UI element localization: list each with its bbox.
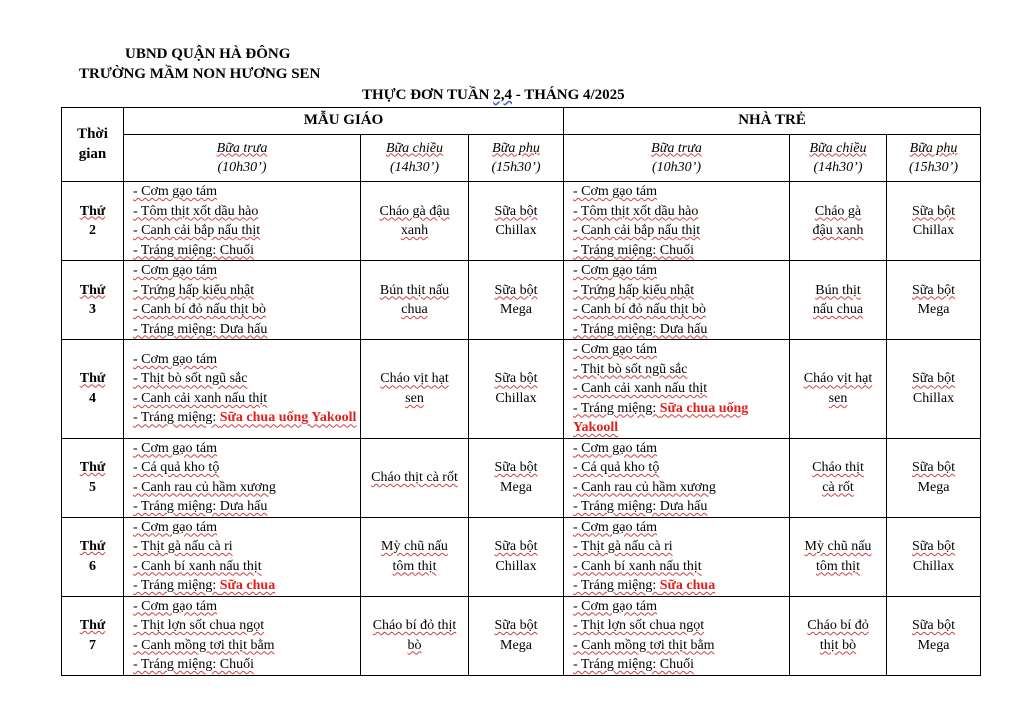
dish-text: - Cá quả kho tộ [573, 460, 660, 475]
day-cell [62, 182, 124, 261]
dish-line [133, 389, 360, 409]
dish-text: - Tôm thịt xốt dầu hào [573, 203, 699, 219]
dish-text: - Cơm gạo tám [573, 342, 657, 357]
day-row [62, 438, 981, 517]
weekly-menu-table [61, 107, 981, 676]
afternoon-dish-line-1: Cháo vịt hạt [803, 371, 873, 387]
snack-brand: Chillax [495, 558, 537, 574]
title-prefix: THỰC ĐƠN TUẦN [362, 87, 494, 103]
day-label: Thứ [79, 539, 106, 554]
highlighted-dessert: Sữa chua [659, 578, 716, 593]
kindergarten-afternoon [361, 182, 469, 261]
snack-brand: Chillax [912, 558, 955, 574]
dish-text: - Canh rau củ hầm xương [133, 479, 276, 495]
nursery-afternoon [790, 517, 887, 596]
day-number: 2 [89, 223, 96, 238]
kindergarten-afternoon [361, 261, 469, 340]
day-row [62, 261, 981, 340]
day-cell [62, 438, 124, 517]
meal-header-afternoon [790, 135, 887, 182]
dish-text: - Tráng miệng: Dưa hấu [133, 499, 268, 514]
dish-line [573, 439, 789, 459]
snack-type: Sữa bột [494, 618, 538, 633]
day-cell [62, 517, 124, 596]
afternoon-dish-line-1: Cháo bí đỏ [807, 618, 869, 633]
snack-brand: Mega [917, 302, 950, 317]
dish-text: - Thịt bò sốt ngũ sắc [133, 371, 248, 387]
snack-brand: Mega [500, 302, 532, 317]
day-label: Thứ [79, 618, 106, 633]
dish-text: - Tráng miệng: Dưa hấu [573, 499, 708, 514]
afternoon-dish-line-1: Mỳ chũ nấu [804, 539, 872, 554]
dish-text: - Tráng miệng: Dưa hấu [133, 321, 268, 337]
snack-brand: Mega [917, 479, 950, 495]
dish-line [133, 557, 360, 577]
dish-line [573, 655, 789, 675]
day-number: 6 [89, 558, 96, 574]
district-name: UBND QUẬN HÀ ĐÔNG [125, 46, 291, 62]
nursery-afternoon [790, 438, 887, 517]
day-number: 5 [89, 479, 96, 495]
dish-line [133, 202, 360, 222]
day-number: 4 [89, 390, 96, 406]
nursery-lunch [564, 261, 790, 340]
dish-line [133, 281, 360, 301]
snack-type: Sữa bột [912, 618, 955, 633]
afternoon-dish-line-2: nấu chua [812, 302, 864, 317]
dish-text: - Canh bí đỏ nấu thịt bò [573, 302, 706, 317]
dish-text: - Canh bí xanh nấu thịt [573, 558, 702, 574]
dish-text: - Tráng miệng: [133, 410, 220, 426]
dish-line [573, 320, 789, 340]
nursery-lunch [564, 438, 790, 517]
dish-line [133, 369, 360, 389]
day-label: Thứ [79, 203, 106, 219]
snack-type: Sữa bột [912, 539, 955, 554]
afternoon-dish: Cháo gà đậu xanh [379, 203, 450, 238]
dish-line [133, 320, 360, 340]
dish-line [133, 300, 360, 320]
kindergarten-afternoon [361, 517, 469, 596]
dish-line [133, 616, 360, 636]
dish-text: - Tráng miệng: Chuối [133, 657, 254, 672]
dish-line [573, 379, 789, 399]
afternoon-dish: Cháo bí đỏ thịt bò [372, 618, 457, 653]
dish-text: - Cơm gạo tám [133, 263, 217, 278]
dish-line [573, 261, 789, 281]
day-row [62, 517, 981, 596]
meal-name: Bữa phụ [492, 140, 540, 156]
section-header-nursery: NHÀ TRẺ [564, 108, 981, 135]
dish-text: - Thịt bò sốt ngũ sắc [573, 361, 688, 377]
dish-line [573, 360, 789, 380]
dish-text: - Trứng hấp kiểu nhật [133, 282, 255, 298]
day-row [62, 596, 981, 675]
dish-line [133, 408, 360, 428]
snack-type: Sữa bột [494, 203, 538, 219]
dish-text: - Cơm gạo tám [133, 519, 217, 535]
snack-brand: Mega [917, 637, 950, 653]
nursery-afternoon [790, 261, 887, 340]
dish-text: - Cơm gạo tám [133, 184, 217, 199]
kindergarten-afternoon [361, 340, 469, 439]
dish-line [573, 340, 789, 360]
kindergarten-lunch [124, 340, 361, 439]
kindergarten-snack [469, 438, 564, 517]
day-label: Thứ [79, 371, 106, 387]
menu-body [62, 182, 981, 676]
highlighted-dessert: Sữa chua [219, 578, 276, 593]
dish-line [573, 518, 789, 538]
dish-text: - Tráng miệng: [573, 400, 660, 416]
day-row [62, 182, 981, 261]
snack-type: Sữa bột [912, 460, 955, 475]
nursery-snack [887, 438, 981, 517]
afternoon-dish-line-1: Bún thịt [815, 282, 861, 298]
dish-line [573, 241, 789, 261]
day-number: 7 [89, 637, 96, 653]
dish-line [133, 597, 360, 617]
dish-text: - Thịt lợn sốt chua ngọt [573, 618, 705, 633]
afternoon-dish-line-2: sen [828, 390, 848, 406]
day-row [62, 340, 981, 439]
nursery-snack [887, 182, 981, 261]
dish-line [573, 281, 789, 301]
afternoon-dish: Cháo thịt cà rốt [371, 469, 458, 485]
afternoon-dish-line-2: cà rốt [822, 479, 854, 495]
nursery-snack [887, 596, 981, 675]
dish-text: - Canh rau củ hầm xương [573, 479, 716, 495]
kindergarten-snack [469, 517, 564, 596]
kindergarten-lunch [124, 596, 361, 675]
dish-line [133, 576, 360, 596]
nursery-snack [887, 340, 981, 439]
title-weeks: 2,4 [493, 87, 513, 103]
dish-line [573, 557, 789, 577]
snack-type: Sữa bột [494, 371, 538, 387]
kindergarten-lunch [124, 438, 361, 517]
afternoon-dish: Bún thịt nấu chua [379, 282, 450, 317]
dish-line [573, 636, 789, 656]
dish-text: - Canh bí xanh nấu thịt [133, 558, 262, 574]
highlighted-dessert: Sữa chua uống Yakooll [219, 410, 357, 426]
meal-time: (10h30’) [217, 160, 267, 175]
kindergarten-snack [469, 182, 564, 261]
dish-line [133, 478, 360, 498]
snack-brand: Mega [500, 479, 532, 495]
time-column-header: Thời gian [62, 108, 124, 182]
dish-line [573, 399, 789, 438]
dish-line [573, 497, 789, 517]
dish-line [573, 458, 789, 478]
afternoon-dish-line-2: thịt bò [819, 637, 857, 653]
snack-brand: Chillax [495, 390, 537, 406]
dish-text: - Trứng hấp kiểu nhật [573, 282, 695, 298]
dish-line [133, 636, 360, 656]
dish-text: - Cơm gạo tám [133, 598, 217, 614]
afternoon-dish-line-1: Cháo gà [814, 203, 862, 219]
meal-name: Bữa trưa [216, 140, 268, 156]
day-cell [62, 340, 124, 439]
dish-line [573, 182, 789, 202]
dish-text: - Tráng miệng: Chuối [573, 242, 694, 258]
meal-name: Bữa trưa [651, 140, 702, 156]
day-cell [62, 261, 124, 340]
kindergarten-lunch [124, 261, 361, 340]
day-number: 3 [89, 302, 96, 317]
dish-line [133, 221, 360, 241]
kindergarten-snack [469, 340, 564, 439]
dish-text: - Tráng miệng: Chuối [133, 242, 254, 258]
dish-text: - Canh cải xanh nấu thịt [133, 390, 268, 406]
dish-text: - Tráng miệng: [133, 578, 220, 593]
dish-text: - Thịt gà nấu cà ri [133, 539, 233, 554]
meal-header-lunch [564, 135, 790, 182]
dish-line [573, 616, 789, 636]
meal-header-snack [887, 135, 981, 182]
nursery-afternoon [790, 340, 887, 439]
snack-type: Sữa bột [494, 282, 538, 298]
nursery-lunch [564, 182, 790, 261]
school-name: TRƯỜNG MẦM NON HƯƠNG SEN [79, 66, 321, 82]
meal-name: Bữa chiều [809, 140, 867, 156]
dish-text: - Tráng miệng: [573, 578, 660, 593]
snack-brand: Chillax [912, 223, 955, 238]
snack-type: Sữa bột [494, 460, 538, 475]
snack-brand: Chillax [495, 223, 537, 238]
dish-text: - Thịt gà nấu cà ri [573, 539, 673, 554]
dish-text: - Cơm gạo tám [573, 598, 657, 614]
dish-text: - Cơm gạo tám [133, 351, 217, 367]
nursery-lunch [564, 596, 790, 675]
day-label: Thứ [79, 282, 106, 298]
meal-name: Bữa chiều [385, 140, 443, 156]
snack-type: Sữa bột [912, 282, 955, 298]
meal-time: (14h30’) [813, 160, 863, 175]
title-suffix: - THÁNG 4/2025 [512, 87, 625, 103]
kindergarten-afternoon [361, 438, 469, 517]
day-label: Thứ [79, 460, 106, 475]
dish-text: - Cơm gạo tám [573, 440, 657, 456]
kindergarten-lunch [124, 517, 361, 596]
dish-line [573, 576, 789, 596]
dish-text: - Canh cải bắp nấu thịt [133, 223, 261, 238]
dish-line [573, 300, 789, 320]
meal-time: (14h30’) [390, 160, 439, 175]
meal-header-snack [469, 135, 564, 182]
highlighted-dessert: Sữa chua uống Yakooll [573, 400, 749, 435]
dish-line [133, 182, 360, 202]
kindergarten-lunch [124, 182, 361, 261]
day-cell [62, 596, 124, 675]
dish-line [573, 537, 789, 557]
snack-type: Sữa bột [912, 371, 955, 387]
dish-text: - Canh mồng tơi thịt bằm [573, 637, 715, 653]
dish-line [133, 241, 360, 261]
meal-time: (15h30’) [909, 160, 959, 175]
dish-line [133, 261, 360, 281]
dish-text: - Canh cải bắp nấu thịt [573, 223, 701, 238]
afternoon-dish: Mỳ chũ nấu tôm thịt [381, 539, 448, 574]
dish-text: - Cá quả kho tộ [133, 460, 220, 475]
section-header-kindergarten: MẪU GIÁO [124, 108, 564, 135]
dish-line [133, 439, 360, 459]
meal-name: Bữa phụ [909, 140, 958, 156]
dish-text: - Tráng miệng: Dưa hấu [573, 321, 708, 337]
dish-text: - Canh bí đỏ nấu thịt bò [133, 302, 266, 317]
kindergarten-snack [469, 596, 564, 675]
dish-line [133, 458, 360, 478]
dish-line [573, 221, 789, 241]
afternoon-dish-line-1: Cháo thịt [812, 460, 864, 475]
meal-header-lunch [124, 135, 361, 182]
snack-type: Sữa bột [912, 203, 955, 219]
dish-line [573, 597, 789, 617]
dish-line [133, 518, 360, 538]
snack-brand: Mega [500, 637, 532, 653]
dish-text: - Canh cải xanh nấu thịt [573, 381, 708, 396]
dish-text: - Tráng miệng: Chuối [573, 657, 694, 672]
dish-line [133, 537, 360, 557]
dish-text: - Cơm gạo tám [573, 263, 657, 278]
dish-text: - Thịt lợn sốt chua ngọt [133, 618, 265, 633]
snack-type: Sữa bột [494, 539, 538, 554]
dish-line [573, 202, 789, 222]
nursery-lunch [564, 340, 790, 439]
kindergarten-snack [469, 261, 564, 340]
meal-header-afternoon [361, 135, 469, 182]
afternoon-dish-line-2: đậu xanh [812, 223, 864, 238]
dish-text: - Cơm gạo tám [573, 519, 657, 535]
nursery-snack [887, 517, 981, 596]
dish-line [573, 478, 789, 498]
nursery-afternoon [790, 596, 887, 675]
dish-text: - Tôm thịt xốt dầu hào [133, 203, 259, 219]
dish-line [133, 350, 360, 370]
meal-time: (10h30’) [652, 160, 701, 175]
snack-brand: Chillax [912, 390, 955, 406]
dish-text: - Cơm gạo tám [573, 184, 657, 199]
afternoon-dish-line-2: tôm thịt [816, 558, 860, 574]
dish-line [133, 655, 360, 675]
menu-title [362, 87, 625, 104]
dish-text: - Cơm gạo tám [133, 440, 217, 456]
dish-text: - Canh mồng tơi thịt bằm [133, 637, 275, 653]
kindergarten-afternoon [361, 596, 469, 675]
nursery-afternoon [790, 182, 887, 261]
nursery-lunch [564, 517, 790, 596]
dish-line [133, 497, 360, 517]
afternoon-dish: Cháo vịt hạt sen [380, 371, 449, 406]
nursery-snack [887, 261, 981, 340]
meal-time: (15h30’) [491, 160, 541, 175]
